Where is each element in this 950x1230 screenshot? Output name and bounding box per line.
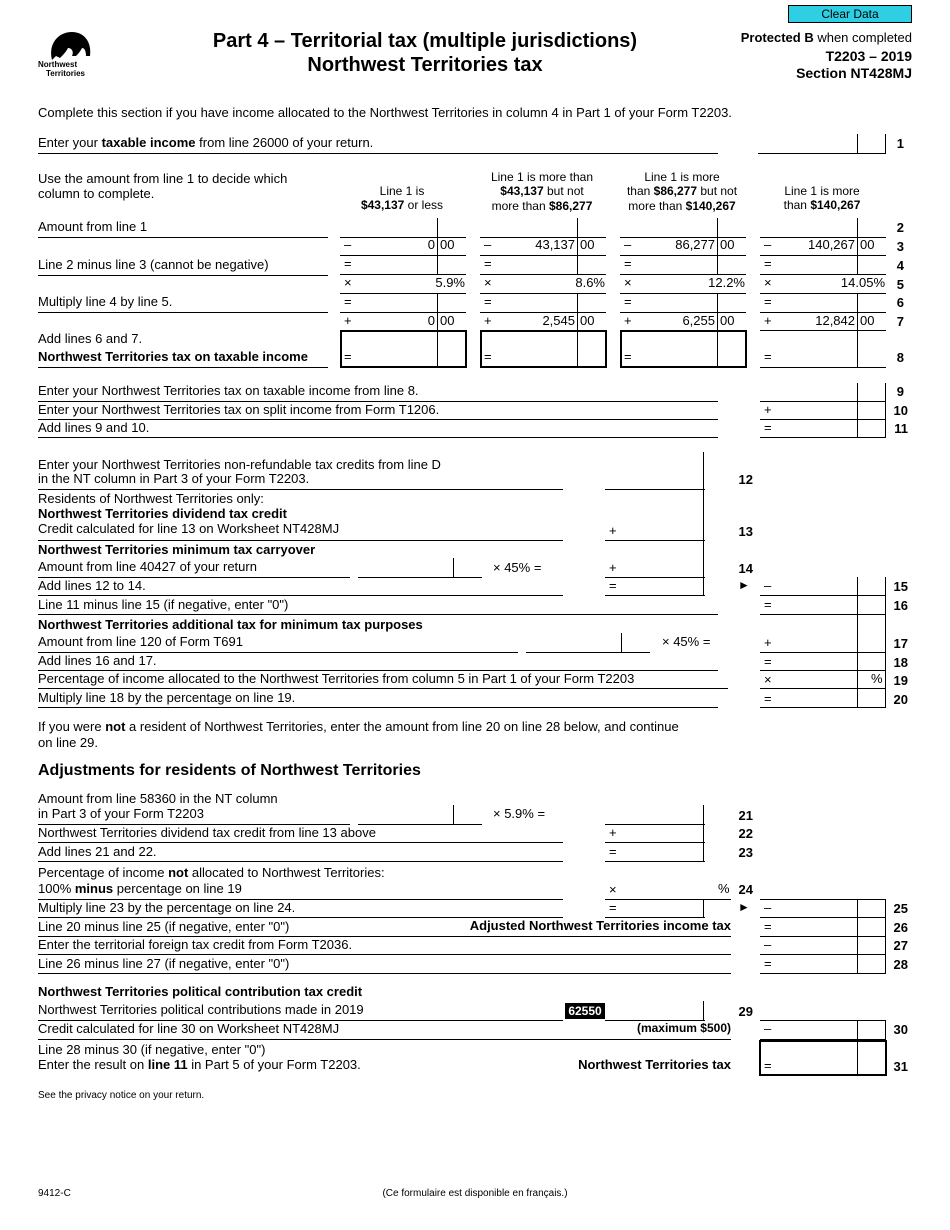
line-20-equals: =	[764, 691, 772, 706]
col-1-header: Line 1 is $43,137 or less	[360, 184, 444, 213]
line-8-label-b: Northwest Territories tax on taxable income	[38, 349, 308, 364]
line-16-input[interactable]	[776, 597, 884, 614]
line-2-label: Amount from line 1	[38, 219, 148, 234]
line-30-input[interactable]	[776, 1021, 884, 1039]
col-1-equals-4: =	[344, 256, 352, 271]
col-1-line-3-dollars: 0	[427, 237, 435, 252]
line-24-times: ×	[609, 882, 617, 897]
line-10-input[interactable]	[776, 402, 884, 419]
col-4-line-2-input[interactable]	[760, 218, 886, 237]
line-22-plus: +	[609, 825, 617, 840]
line-4-label: Line 2 minus line 3 (cannot be negative)	[38, 257, 269, 272]
col-1-line-7-dollars: 0	[427, 313, 435, 328]
line-19-percent: %	[871, 671, 883, 686]
line-number-1: 1	[896, 136, 904, 151]
political-heading: Northwest Territories political contribution tax credit	[38, 984, 363, 999]
line-number-20: 20	[893, 692, 908, 707]
line-19-label: Percentage of income allocated to the Northwest Territories from column 5 in Part 1 of your Form T2203	[38, 671, 635, 686]
line-25-equals: =	[609, 900, 617, 915]
line-number-14: 14	[738, 561, 753, 576]
col-4-equals-4: =	[764, 256, 772, 271]
line-14-input[interactable]	[622, 559, 704, 577]
line-20-label: Multiply line 18 by the percentage on line 19.	[38, 690, 296, 705]
line-1-label: Enter your taxable income from line 26000 of your return.	[38, 135, 374, 150]
line-number-26: 26	[893, 920, 908, 935]
line-25-minus: –	[764, 900, 772, 915]
line-25-input[interactable]	[776, 900, 884, 917]
line-number-23: 23	[738, 845, 753, 860]
col-3-line-3-dollars: 86,277	[675, 237, 715, 252]
adjustments-heading: Adjustments for residents of Northwest Territories	[38, 762, 421, 779]
col-2-equals-6: =	[484, 294, 492, 309]
line-number-4: 4	[896, 258, 904, 273]
col-1-line-2-input[interactable]	[340, 218, 466, 237]
col-1-equals-8: =	[344, 349, 352, 364]
col-1-line-3-cents: 00	[440, 237, 455, 252]
line-23-input[interactable]	[622, 844, 704, 861]
col-1-equals-6: =	[344, 294, 352, 309]
line-13-label-a: Residents of Northwest Territories only:	[38, 491, 264, 506]
line-6-label: Multiply line 4 by line 5.	[38, 294, 173, 309]
col-2-line-6-input[interactable]	[496, 294, 606, 312]
col-2-line-3-cents: 00	[580, 237, 595, 252]
line-17-plus: +	[764, 635, 772, 650]
line-26-label: Line 20 minus line 25 (if negative, enter "0")	[38, 919, 290, 934]
col-3-header: Line 1 is more than $86,277 but not more than $140,267	[626, 170, 738, 213]
line-14-label-b: Amount from line 40427 of your return	[38, 559, 257, 574]
line-15-sub-input[interactable]	[622, 578, 704, 595]
col-3-equals-6: =	[624, 294, 632, 309]
col-4-equals-6: =	[764, 294, 772, 309]
line-29-input[interactable]	[607, 1002, 703, 1020]
col-1-line-5-rate: 5.9%	[435, 275, 465, 290]
col-2-line-7-dollars: 2,545	[542, 313, 575, 328]
col-4-plus-sign: +	[764, 313, 772, 328]
col-4-times-sign: ×	[764, 275, 772, 290]
line-number-29: 29	[738, 1004, 753, 1019]
col-2-times-sign: ×	[484, 275, 492, 290]
col-2-line-7-cents: 00	[580, 313, 595, 328]
nonresident-note-a: If you were not a resident of Northwest Territories, enter the amount from line 20 on line 28 below, and continue	[38, 719, 679, 734]
columns-intro: Use the amount from line 1 to decide which column to complete.	[38, 171, 288, 201]
nwt-logo	[38, 26, 96, 80]
line-17-input[interactable]	[776, 634, 884, 652]
line-21-amount-input[interactable]	[358, 805, 482, 824]
line-13-label-c: Credit calculated for line 13 on Worksheet NT428MJ	[38, 521, 340, 536]
line-14-multiplier: × 45% =	[493, 560, 542, 575]
line-28-label: Line 26 minus line 27 (if negative, enter "0")	[38, 956, 290, 971]
line-25-arrow-icon: ►	[738, 900, 750, 914]
col-2-line-5-rate: 8.6%	[575, 275, 605, 290]
line-number-2: 2	[896, 220, 904, 235]
col-3-line-6-input[interactable]	[636, 294, 746, 312]
line-16-label: Line 11 minus line 15 (if negative, enter "0")	[38, 597, 289, 612]
line-24-label-a: Percentage of income not allocated to Northwest Territories:	[38, 865, 385, 880]
col-4-line-7-cents: 00	[860, 313, 875, 328]
clear-data-button[interactable]: Clear Data	[788, 5, 912, 23]
col-3-line-3-cents: 00	[720, 237, 735, 252]
col-3-equals-8: =	[624, 349, 632, 364]
col-4-minus-sign: –	[764, 237, 772, 252]
section-id: Section NT428MJ	[796, 65, 912, 81]
line-29-label: Northwest Territories political contributions made in 2019	[38, 1002, 364, 1017]
col-4-line-8-input[interactable]	[776, 331, 886, 367]
col-2-header: Line 1 is more than $43,137 but not more than $86,277	[490, 170, 594, 213]
col-2-line-4-input[interactable]	[496, 256, 606, 274]
col-3-line-7-cents: 00	[720, 313, 735, 328]
col-1-plus-sign: +	[344, 313, 352, 328]
privacy-notice: See the privacy notice on your return.	[38, 1090, 205, 1101]
line-14-amount-input[interactable]	[358, 558, 482, 577]
line-number-25: 25	[893, 901, 908, 916]
line-11-input[interactable]	[776, 420, 884, 437]
line-13-label-b: Northwest Territories dividend tax credit	[38, 506, 287, 521]
col-2-equals-8: =	[484, 349, 492, 364]
col-4-header: Line 1 is more than $140,267	[783, 184, 861, 213]
line-number-24: 24	[738, 882, 753, 897]
line-24-label-b: 100% minus percentage on line 19	[38, 881, 242, 896]
line-27-label: Enter the territorial foreign tax credit from Form T2036.	[38, 937, 353, 952]
page-title: Part 4 – Territorial tax (multiple jurisdictions)	[212, 30, 638, 52]
line-31-equals: =	[764, 1058, 772, 1073]
line-9-input[interactable]	[760, 383, 884, 401]
col-2-line-3-dollars: 43,137	[535, 237, 575, 252]
line-30-minus: –	[764, 1021, 772, 1036]
line-15-minus: –	[764, 578, 772, 593]
line-number-31: 31	[893, 1059, 908, 1074]
line-number-5: 5	[896, 277, 904, 292]
line-number-7: 7	[896, 314, 904, 329]
line-31-label-b: Enter the result on line 11 in Part 5 of your Form T2203.	[38, 1057, 361, 1072]
line-number-22: 22	[738, 826, 753, 841]
line-17-label-a: Northwest Territories additional tax for minimum tax purposes	[38, 617, 423, 632]
line-18-equals: =	[764, 654, 772, 669]
line-14-plus: +	[609, 560, 617, 575]
col-1-times-sign: ×	[344, 275, 352, 290]
line-17-amount-input[interactable]	[526, 633, 650, 652]
col-3-line-5-rate: 12.2%	[708, 275, 745, 290]
french-notice: (Ce formulaire est disponible en français.)	[382, 1188, 568, 1199]
line-26-title: Adjusted Northwest Territories income tax	[469, 918, 731, 933]
line-15-label: Add lines 12 to 14.	[38, 578, 146, 593]
line-22-input[interactable]	[622, 825, 704, 842]
line-number-16: 16	[893, 598, 908, 613]
col-3-plus-sign: +	[624, 313, 632, 328]
line-31-label-a: Line 28 minus 30 (if negative, enter "0")	[38, 1042, 266, 1057]
protected-label: Protected B when completed	[740, 30, 912, 45]
line-28-input[interactable]	[776, 956, 884, 973]
line-number-3: 3	[896, 239, 904, 254]
col-3-equals-4: =	[624, 256, 632, 271]
logo-text-territories: Territories	[46, 69, 85, 78]
line-13-plus: +	[609, 523, 617, 538]
line-10-label: Enter your Northwest Territories tax on split income from Form T1206.	[38, 402, 440, 417]
col-3-line-4-input[interactable]	[636, 256, 746, 274]
line-number-15: 15	[893, 579, 908, 594]
line-15-equals: =	[609, 578, 617, 593]
line-16-equals: =	[764, 597, 772, 612]
line-12-label-a: Enter your Northwest Territories non-refundable tax credits from line D	[38, 457, 441, 472]
line-number-18: 18	[893, 655, 908, 670]
line-11-label: Add lines 9 and 10.	[38, 420, 150, 435]
col-2-equals-4: =	[484, 256, 492, 271]
col-4-equals-8: =	[764, 349, 772, 364]
line-number-19: 19	[893, 673, 908, 688]
col-4-line-6-input[interactable]	[776, 294, 886, 312]
line-8-label-a: Add lines 6 and 7.	[38, 331, 143, 346]
line-13-input[interactable]	[622, 522, 704, 540]
logo-text-northwest: Northwest	[38, 60, 78, 69]
col-4-line-3-dollars: 140,267	[808, 237, 855, 252]
line-number-9: 9	[896, 384, 904, 399]
line-14-label-a: Northwest Territories minimum tax carryover	[38, 542, 316, 557]
line-18-label: Add lines 16 and 17.	[38, 653, 157, 668]
col-2-plus-sign: +	[484, 313, 492, 328]
line-29-code: 62550	[565, 1003, 605, 1019]
line-21-input[interactable]	[607, 806, 703, 824]
col-2-minus-sign: –	[484, 237, 492, 252]
line-17-multiplier: × 45% =	[662, 634, 711, 649]
col-3-minus-sign: –	[624, 237, 632, 252]
line-number-12: 12	[738, 472, 753, 487]
line-1-input[interactable]	[760, 134, 884, 153]
nonresident-note-b: on line 29.	[38, 735, 98, 750]
line-number-6: 6	[896, 295, 904, 310]
line-27-minus: –	[764, 937, 772, 952]
line-20-input[interactable]	[776, 690, 856, 707]
line-31-box[interactable]	[759, 1040, 887, 1076]
line-27-input[interactable]	[776, 937, 884, 954]
line-12-input[interactable]	[607, 470, 703, 489]
line-number-17: 17	[893, 636, 908, 651]
col-3-line-8-box[interactable]	[620, 330, 747, 368]
line-22-label: Northwest Territories dividend tax credit from line 13 above	[38, 825, 376, 840]
col-2-line-2-input[interactable]	[480, 218, 606, 237]
line-21-label-b: in Part 3 of your Form T2203	[38, 806, 204, 821]
line-12-label-b: in the NT column in Part 3 of your Form T2203.	[38, 471, 310, 486]
line-28-equals: =	[764, 956, 772, 971]
intro-text: Complete this section if you have income allocated to the Northwest Territories in column 4 in Part 1 of your Form T2203.	[38, 105, 732, 120]
line-19-input[interactable]	[776, 671, 868, 688]
col-3-line-7-dollars: 6,255	[682, 313, 715, 328]
line-number-10: 10	[893, 403, 908, 418]
line-30-label: Credit calculated for line 30 on Worksheet NT428MJ	[38, 1021, 340, 1036]
line-15-arrow-icon: ►	[738, 578, 750, 592]
line-25-label: Multiply line 23 by the percentage on line 24.	[38, 900, 296, 915]
col-4-line-3-cents: 00	[860, 237, 875, 252]
line-23-equals: =	[609, 844, 617, 859]
line-number-21: 21	[738, 808, 753, 823]
col-1-line-8-box[interactable]	[340, 330, 467, 368]
col-4-line-4-input[interactable]	[776, 256, 886, 274]
line-number-8: 8	[896, 350, 904, 365]
line-30-max: (maximum $500)	[636, 1021, 731, 1035]
line-21-label-a: Amount from line 58360 in the NT column	[38, 791, 278, 806]
col-1-line-4-input[interactable]	[356, 256, 466, 274]
line-10-plus: +	[764, 402, 772, 417]
form-code: 9412-C	[38, 1188, 71, 1199]
line-24-input[interactable]	[622, 881, 716, 899]
col-1-line-7-cents: 00	[440, 313, 455, 328]
line-number-11: 11	[894, 421, 908, 436]
line-15-input[interactable]	[776, 578, 884, 595]
line-11-equals: =	[764, 420, 772, 435]
col-4-line-5-rate: 14.05%	[840, 275, 885, 290]
col-4-line-7-dollars: 12,842	[815, 313, 855, 328]
page-subtitle: Northwest Territories tax	[307, 54, 543, 76]
col-1-line-6-input[interactable]	[356, 294, 466, 312]
line-26-input[interactable]	[776, 919, 884, 936]
line-18-input[interactable]	[776, 653, 884, 670]
line-19-times: ×	[764, 672, 772, 687]
line-25-sub-input[interactable]	[622, 900, 704, 917]
line-17-label-b: Amount from line 120 of Form T691	[38, 634, 243, 649]
line-24-percent: %	[718, 881, 730, 896]
col-3-times-sign: ×	[624, 275, 632, 290]
line-26-equals: =	[764, 919, 772, 934]
line-23-label: Add lines 21 and 22.	[38, 844, 157, 859]
line-31-title: Northwest Territories tax	[578, 1057, 731, 1072]
line-21-multiplier: × 5.9% =	[493, 806, 546, 821]
line-number-27: 27	[893, 938, 908, 953]
form-id: T2203 – 2019	[825, 48, 912, 64]
col-3-line-2-input[interactable]	[620, 218, 746, 237]
line-number-28: 28	[893, 957, 908, 972]
line-number-13: 13	[738, 524, 753, 539]
col-1-minus-sign: –	[344, 237, 352, 252]
line-9-label: Enter your Northwest Territories tax on taxable income from line 8.	[38, 383, 419, 398]
line-number-30: 30	[893, 1022, 908, 1037]
col-2-line-8-box[interactable]	[480, 330, 607, 368]
